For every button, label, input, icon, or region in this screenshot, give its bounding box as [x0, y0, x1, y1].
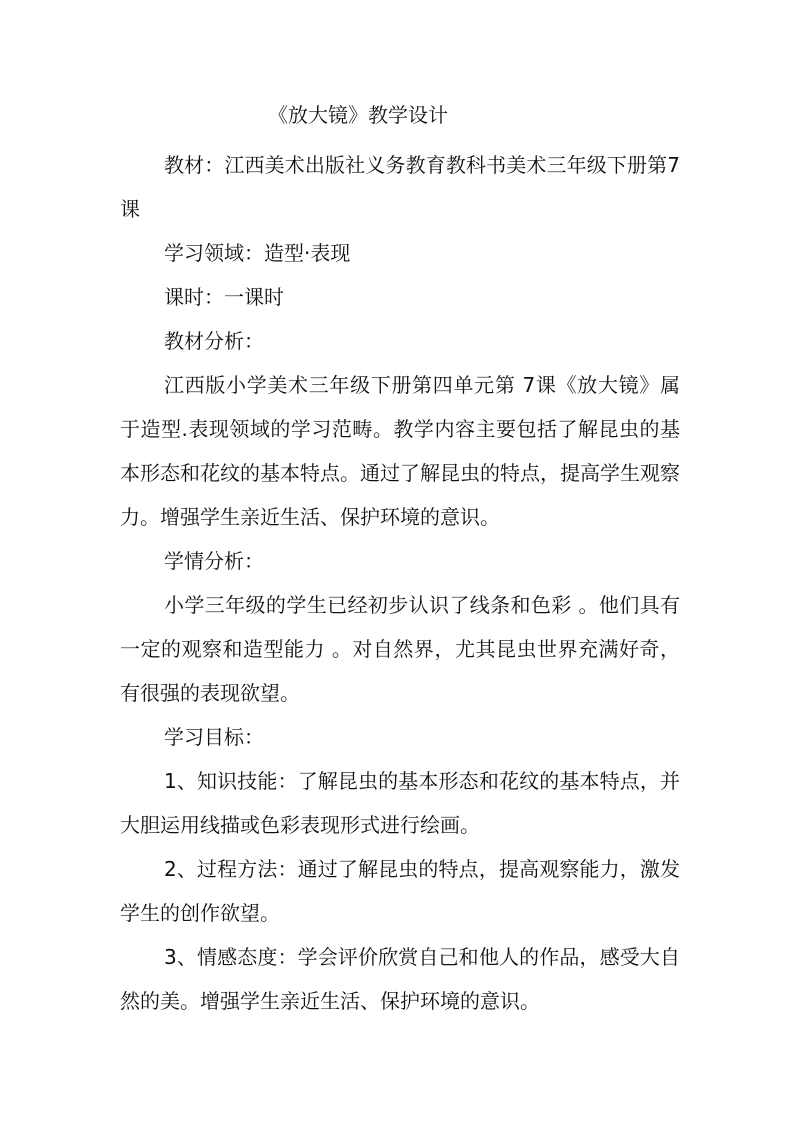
document-title: 《放大镜》教学设计: [268, 103, 448, 127]
objective-emotional-attitude: 3、情感态度：学会评价欣赏自己和他人的作品，感受大自然的美。增强学生亲近生活、保护环境的意识。: [120, 945, 680, 1013]
objective-knowledge-skills: 1、知识技能：了解昆虫的基本形态和花纹的基本特点，并大胆运用线描或色彩表现形式进行绘画。: [120, 769, 680, 837]
document-body: [120, 143, 680, 1023]
learning-objectives-heading: 学习目标：: [164, 725, 264, 749]
textbook-analysis-text: 江西版小学美术三年级下册第四单元第 7课《放大镜》属于造型.表现领域的学习范畴。教学内容主要包括了解昆虫的基本形态和花纹的基本特点。通过了解昆虫的特点，提高学生观察力。增强学生亲近生活、保护环境的意识。: [120, 373, 680, 529]
objective-process-methods: 2、过程方法：通过了解昆虫的特点，提高观察能力，激发学生的创作欲望。: [120, 857, 680, 925]
textbook-analysis-heading: 教材分析：: [164, 329, 264, 353]
student-analysis-text: 小学三年级的学生已经初步认识了线条和色彩 。他们具有一定的观察和造型能力 。对自然界，尤其昆虫世界充满好奇，有很强的表现欲望。: [120, 593, 680, 705]
student-analysis-heading: 学情分析：: [164, 549, 264, 573]
learning-domain: 学习领域：造型·表现: [164, 241, 351, 265]
class-hours: 课时：一课时: [164, 285, 284, 309]
textbook-info: 教材：江西美术出版社义务教育教科书美术三年级下册第7课: [120, 153, 680, 221]
